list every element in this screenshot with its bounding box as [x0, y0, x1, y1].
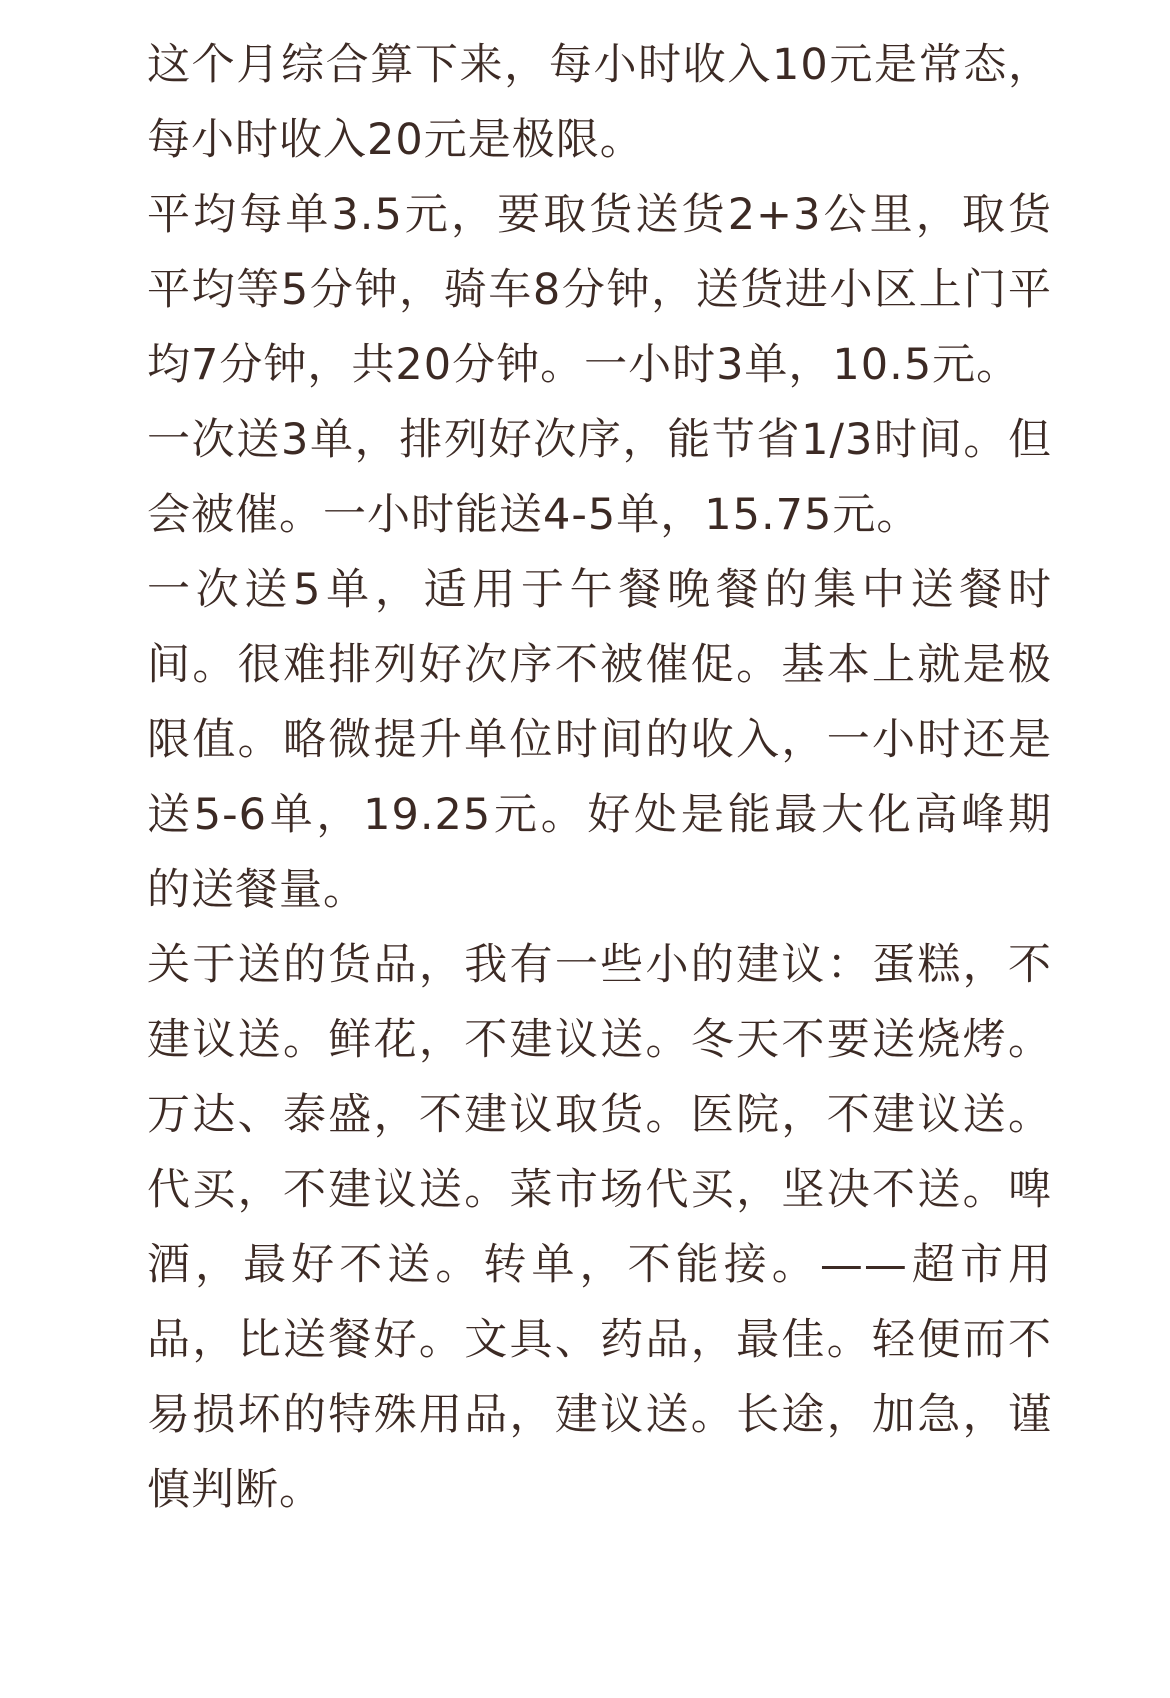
- paragraph-five-orders: 一次送5单，适用于午餐晚餐的集中送餐时间。很难排列好次序不被催促。基本上就是极限值。略微提升单位时间的收入，一小时还是送5-6单，19.25元。好处是能最大化高峰期的送餐量。: [147, 565, 1052, 915]
- paragraph-three-orders: 一次送3单，排列好次序，能节省1/3时间。但会被催。一小时能送4-5单，15.75元。: [147, 415, 1052, 540]
- paragraph-hourly-income: 这个月综合算下来，每小时收入10元是常态，每小时收入20元是极限。: [147, 40, 1052, 165]
- paragraph-single-order: 平均每单3.5元，要取货送货2+3公里，取货平均等5分钟，骑车8分钟，送货进小区上门平均7分钟，共20分钟。一小时3单，10.5元。: [147, 190, 1052, 390]
- paragraph-goods-advice: 关于送的货品，我有一些小的建议：蛋糕，不建议送。鲜花，不建议送。冬天不要送烧烤。万达、泰盛，不建议取货。医院，不建议送。代买，不建议送。菜市场代买，坚决不送。啤酒，最好不送。转单，不能接。——超市用品，比送餐好。文具、药品，最佳。轻便而不易损坏的特殊用品，建议送。长途，加急，谨慎判断。: [147, 940, 1052, 1515]
- article-body: [147, 28, 1052, 1528]
